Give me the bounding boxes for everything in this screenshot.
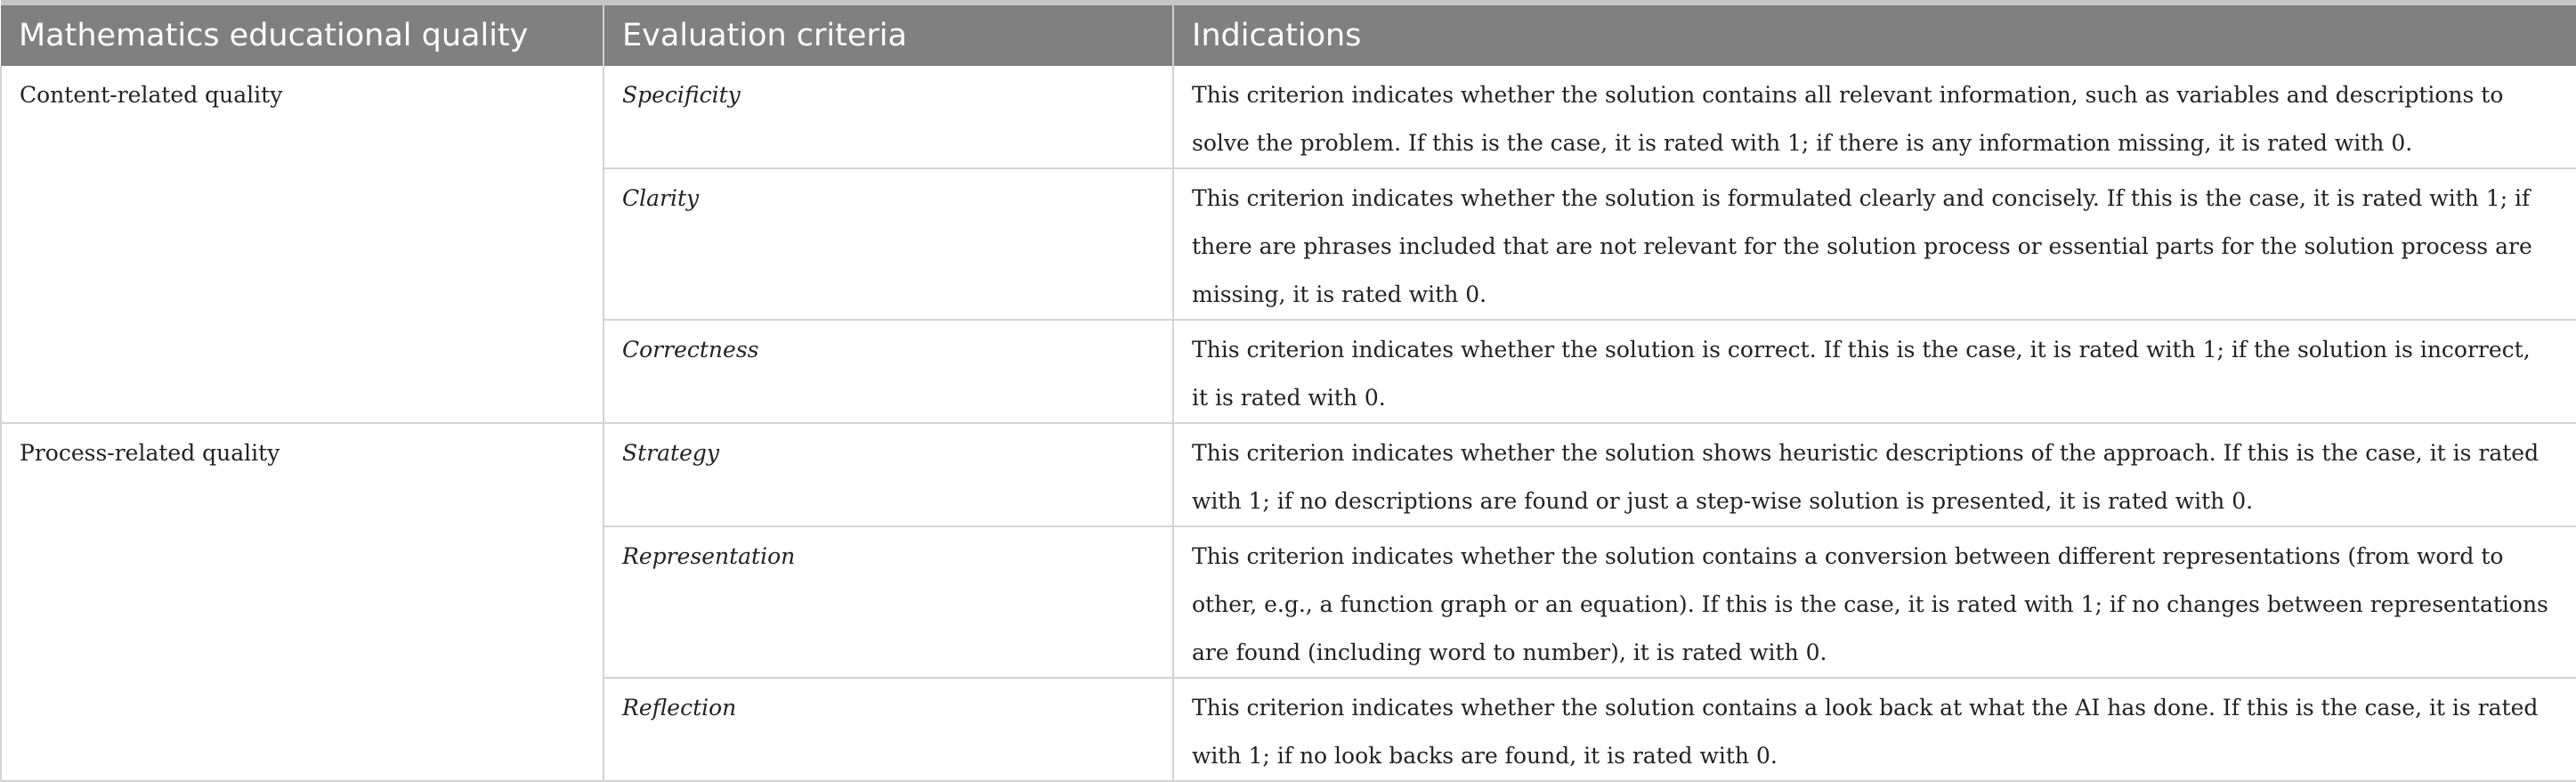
header-indications: Indications	[1173, 3, 2576, 66]
header-criteria: Evaluation criteria	[603, 3, 1173, 66]
criterion-cell: Specificity	[603, 66, 1173, 168]
table-row	[1, 66, 2576, 168]
header-row	[1, 3, 2576, 66]
header-quality: Mathematics educational quality	[1, 3, 603, 66]
criterion-cell: Strategy	[603, 423, 1173, 526]
criterion-cell: Clarity	[603, 168, 1173, 320]
indication-cell: This criterion indicates whether the solution contains a conversion between different representations (from word to other, e.g., a function graph or an equation). If this is the case, it is rated with 1; if no changes between representations are found (including word to number), it is rated with 0.	[1173, 526, 2576, 678]
table-header	[1, 3, 2576, 66]
quality-cell-content: Content-related quality	[1, 66, 603, 423]
indication-cell: This criterion indicates whether the solution contains all relevant information, such as variables and descriptions to solve the problem. If this is the case, it is rated with 1; if there is any information missing, it is rated with 0.	[1173, 66, 2576, 168]
quality-cell-process: Process-related quality	[1, 423, 603, 781]
criterion-cell: Correctness	[603, 320, 1173, 423]
criterion-cell: Reflection	[603, 678, 1173, 781]
indication-cell: This criterion indicates whether the solution shows heuristic descriptions of the approach. If this is the case, it is rated with 1; if no descriptions are found or just a step-wise solution is presented, it is rated with 0.	[1173, 423, 2576, 526]
indication-cell: This criterion indicates whether the solution is formulated clearly and concisely. If this is the case, it is rated with 1; if there are phrases included that are not relevant for the solution process or essential parts for the solution process are missing, it is rated with 0.	[1173, 168, 2576, 320]
table-row	[1, 423, 2576, 526]
indication-cell: This criterion indicates whether the solution contains a look back at what the AI has done. If this is the case, it is rated with 1; if no look backs are found, it is rated with 0.	[1173, 678, 2576, 781]
criterion-cell: Representation	[603, 526, 1173, 678]
indication-cell: This criterion indicates whether the solution is correct. If this is the case, it is rated with 1; if the solution is incorrect, it is rated with 0.	[1173, 320, 2576, 423]
table-body	[1, 66, 2576, 781]
